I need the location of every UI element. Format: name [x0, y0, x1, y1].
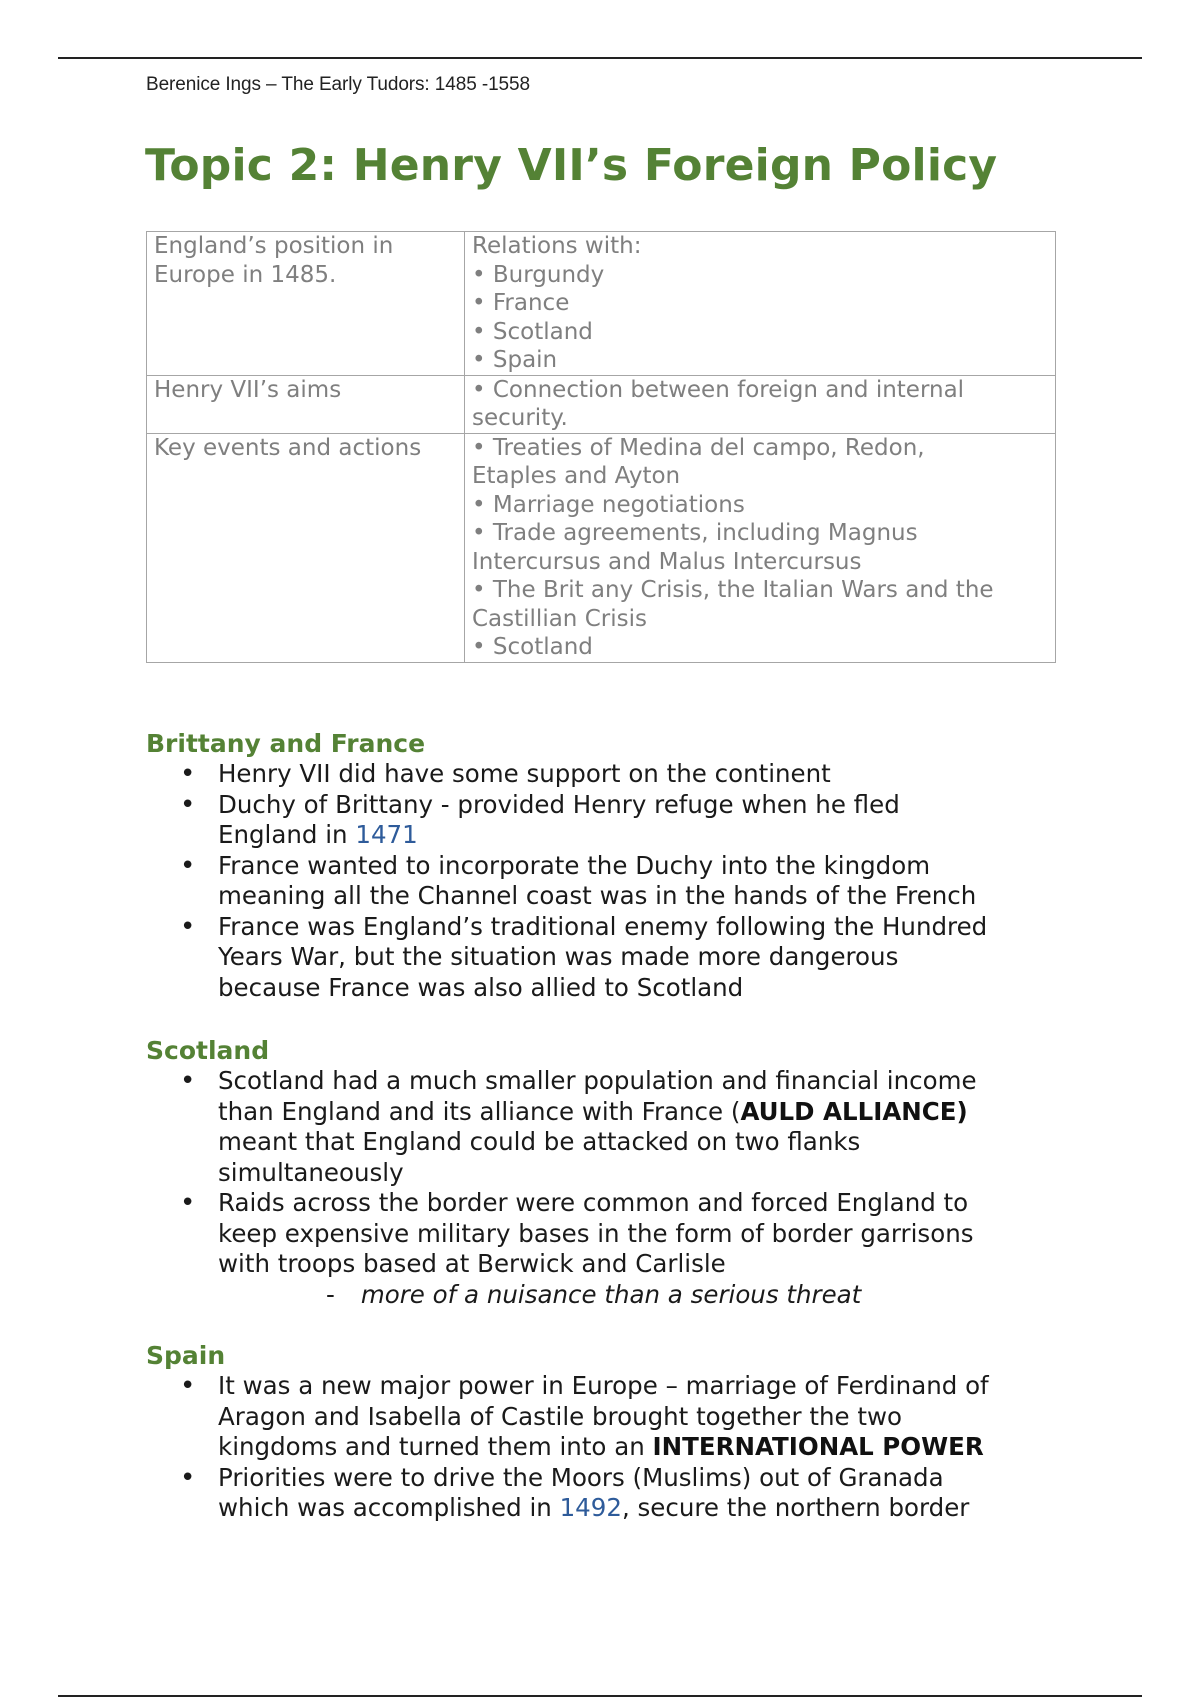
auld-alliance-term: AULD ALLIANCE): [740, 1096, 968, 1126]
top-rule: [58, 57, 1142, 59]
table-cell-content: • Connection between foreign and internal security.: [465, 375, 1056, 433]
table-cell-topic: Henry VII’s aims: [147, 375, 465, 433]
table-row: [147, 232, 1056, 376]
table-row: [147, 375, 1056, 433]
list-item: • Priorities were to drive the Moors (Muslims) out of Granada which was accomplished in 1492, secure the northern border: [146, 1463, 1076, 1524]
section-heading: Spain: [146, 1341, 226, 1370]
table-cell-content: • Treaties of Medina del campo, Redon, Etaples and Ayton • Marriage negotiations • Trade agreements, including Magnus Intercursus and Malus Intercursus • The Brit any Crisis, the Italian Wars and the Castillian Crisis • Scotland: [465, 433, 1056, 662]
list-item: • Duchy of Brittany - provided Henry refuge when he fled England in 1471: [146, 790, 1076, 851]
list-item: • Scotland had a much smaller population and financial income than England and its alliance with France (AULD ALLIANCE) meant that England could be attacked on two flanks simultaneously: [146, 1066, 1076, 1188]
page-title: Topic 2: Henry VII’s Foreign Policy: [145, 140, 998, 191]
topic-summary-table: [146, 231, 1056, 663]
table-cell-content: Relations with: • Burgundy • France • Scotland • Spain: [465, 232, 1056, 376]
section-scotland: [146, 1036, 1076, 1310]
international-power-term: INTERNATIONAL POWER: [652, 1432, 984, 1461]
list-item: • Henry VII did have some support on the continent: [146, 759, 1076, 790]
section-brittany-france: [146, 729, 1076, 1003]
table-cell-topic: Key events and actions: [147, 433, 465, 662]
table-row: [147, 433, 1056, 662]
list-item: • Raids across the border were common and forced England to keep expensive military bases in the form of border garrisons with troops based at Berwick and Carlisle - more of a nuisance than a serious threat: [146, 1188, 1076, 1310]
date-1471: 1471: [355, 820, 418, 849]
table-cell-topic: England’s position in Europe in 1485.: [147, 232, 465, 376]
bullet-list: [146, 1371, 1076, 1524]
sub-point: - more of a nuisance than a serious threat: [326, 1279, 862, 1309]
section-spain: [146, 1341, 1076, 1524]
bullet-list: [146, 759, 1076, 1003]
date-1492: 1492: [559, 1493, 622, 1522]
section-heading: Brittany and France: [146, 729, 426, 758]
bottom-rule: [58, 1695, 1142, 1697]
section-heading: Scotland: [146, 1036, 270, 1065]
list-item: • France was England’s traditional enemy following the Hundred Years War, but the situation was made more dangerous because France was also allied to Scotland: [146, 912, 1076, 1004]
running-header: Berenice Ings – The Early Tudors: 1485 -1558: [146, 74, 530, 95]
list-item: • It was a new major power in Europe – marriage of Ferdinand of Aragon and Isabella of Castile brought together the two kingdoms and turned them into an INTERNATIONAL POWER: [146, 1371, 1076, 1463]
list-item: • France wanted to incorporate the Duchy into the kingdom meaning all the Channel coast was in the hands of the French: [146, 851, 1076, 912]
bullet-list: [146, 1066, 1076, 1310]
